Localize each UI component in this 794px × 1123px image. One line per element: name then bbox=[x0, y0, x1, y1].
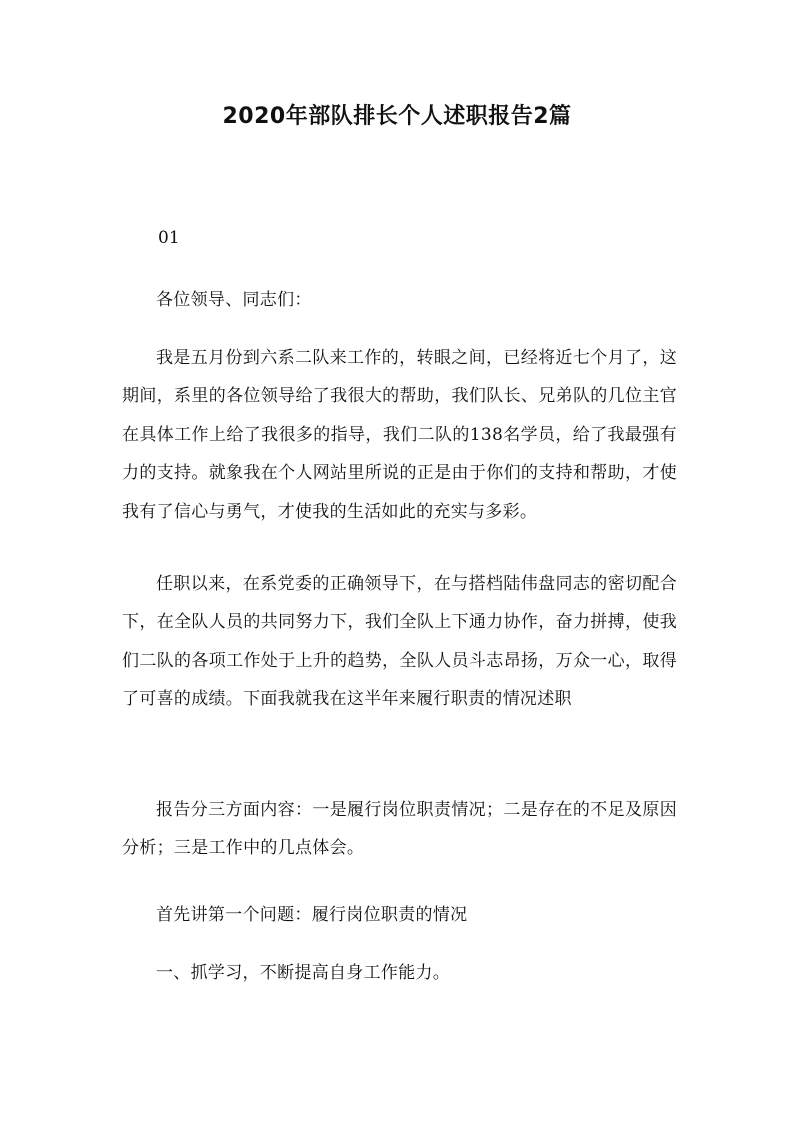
paragraph-achievements: 任职以来，在系党委的正确领导下，在与搭档陆伟盘同志的密切配合下，在全队人员的共同努力下，我们全队上下通力协作，奋力拼搏，使我们二队的各项工作处于上升的趋势，全队人员斗志昂扬，万众一心，取得了可喜的成绩。下面我就我在这半年来履行职责的情况述职 bbox=[122, 574, 677, 710]
paragraph-first-topic: 首先讲第一个问题：履行岗位职责的情况 bbox=[156, 905, 468, 925]
paragraph-heading-one: 一、抓学习，不断提高自身工作能力。 bbox=[156, 963, 451, 983]
document-title: 2020年部队排长个人述职报告2篇 bbox=[222, 104, 572, 129]
paragraph-outline: 报告分三方面内容：一是履行岗位职责情况；二是存在的不足及原因分析；三是工作中的几点体会。 bbox=[122, 800, 677, 859]
paragraph-salutation: 各位领导、同志们： bbox=[156, 290, 312, 310]
paragraph-introduction: 我是五月份到六系二队来工作的，转眼之间，已经将近七个月了，这期间，系里的各位领导给了我很大的帮助，我们队长、兄弟队的几位主官在具体工作上给了我很多的指导，我们二队的138名学员，给了我最强有力的支持。就象我在个人网站里所说的正是由于你们的支持和帮助，才使我有了信心与勇气，才使我的生活如此的充实与多彩。 bbox=[122, 348, 677, 522]
section-number: 01 bbox=[158, 228, 180, 248]
